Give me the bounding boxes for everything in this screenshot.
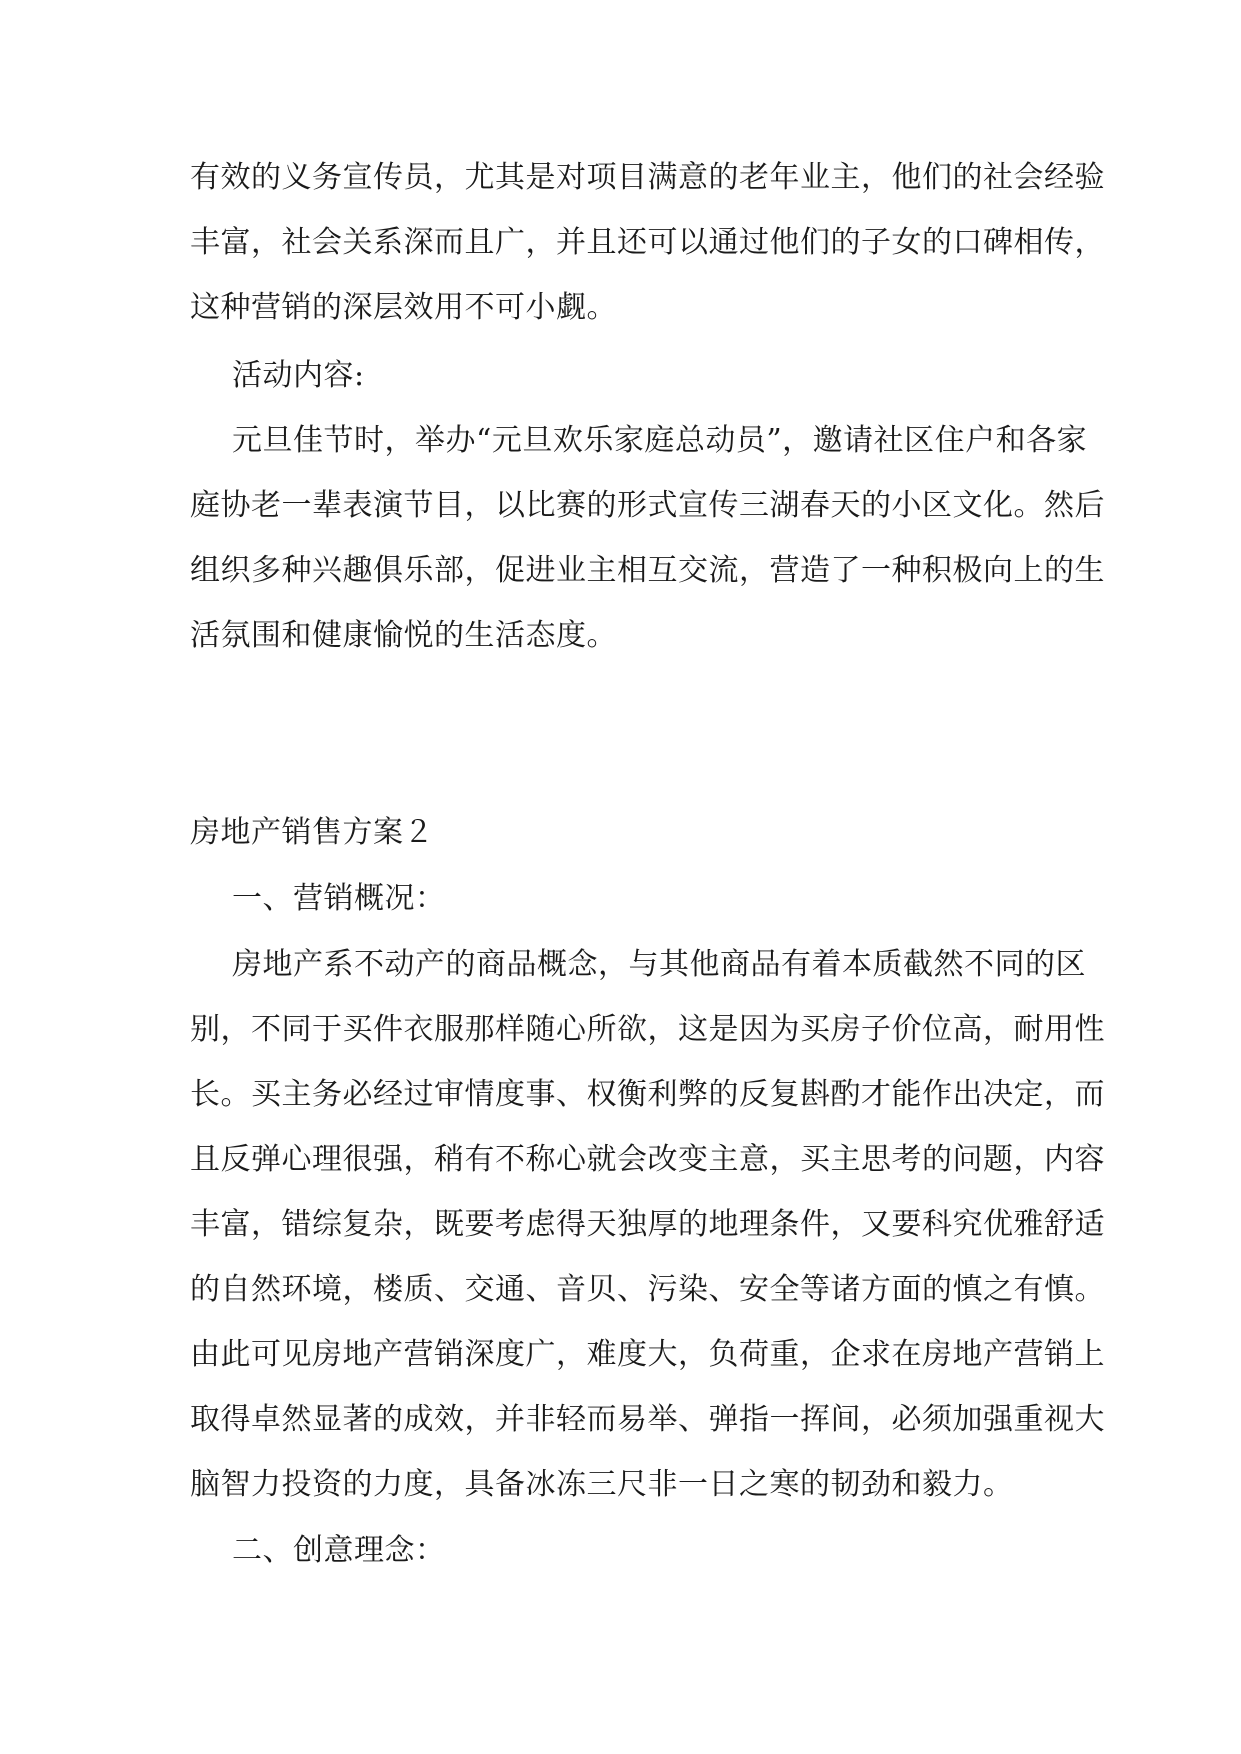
- paragraph-line: 且反弹心理很强，稍有不称心就会改变主意，买主思考的问题，内容: [190, 1142, 1105, 1177]
- paragraph-line: 这种营销的深层效用不可小觑。: [190, 290, 617, 325]
- paragraph-line: 脑智力投资的力度，具备冰冻三尺非一日之寒的韧劲和毅力。: [190, 1467, 1014, 1502]
- paragraph-line: 元旦佳节时，举办“元旦欢乐家庭总动员”，邀请社区住户和各家: [232, 423, 1088, 458]
- paragraph-line: 活氛围和健康愉悦的生活态度。: [190, 618, 617, 653]
- heading-1: 一、营销概况：: [232, 881, 446, 916]
- paragraph-line: 庭协老一辈表演节目，以比赛的形式宣传三湖春天的小区文化。然后: [190, 488, 1105, 523]
- activity-heading: 活动内容:: [232, 358, 365, 393]
- paragraph-line: 丰富，错综复杂，既要考虑得天独厚的地理条件，又要科究优雅舒适: [190, 1207, 1105, 1242]
- paragraph-line: 的自然环境，楼质、交通、音贝、污染、安全等诸方面的慎之有慎。: [190, 1272, 1105, 1307]
- section-title-block: [190, 800, 1070, 865]
- heading-1-block: [190, 866, 1070, 931]
- paragraph-line: 长。买主务必经过审情度事、权衡利弊的反复斟酌才能作出决定，而: [190, 1077, 1105, 1112]
- activity-heading-block: [190, 343, 1070, 408]
- heading-2: 二、创意理念：: [232, 1533, 446, 1568]
- paragraph-line: 有效的义务宣传员，尤其是对项目满意的老年业主，他们的社会经验: [190, 160, 1105, 195]
- paragraph-line: 房地产系不动产的商品概念，与其他商品有着本质截然不同的区: [232, 947, 1086, 982]
- paragraph-line: 丰富，社会关系深而且广，并且还可以通过他们的子女的口碑相传，: [190, 225, 1105, 260]
- paragraph-line: 别，不同于买件衣服那样随心所欲，这是因为买房子价位高，耐用性: [190, 1012, 1105, 1047]
- paragraph-line: 组织多种兴趣俱乐部，促进业主相互交流，营造了一种积极向上的生: [190, 553, 1105, 588]
- paragraph-line: 取得卓然显著的成效，并非轻而易举、弹指一挥间，必须加强重视大: [190, 1402, 1105, 1437]
- paragraph-line: 由此可见房地产营销深度广，难度大，负荷重，企求在房地产营销上: [190, 1337, 1105, 1372]
- paragraph-1: [190, 145, 1105, 340]
- heading-2-block: [190, 1518, 1070, 1583]
- paragraph-3: [190, 932, 1105, 1517]
- section-title: 房地产销售方案２: [190, 815, 434, 850]
- paragraph-2: [190, 408, 1105, 668]
